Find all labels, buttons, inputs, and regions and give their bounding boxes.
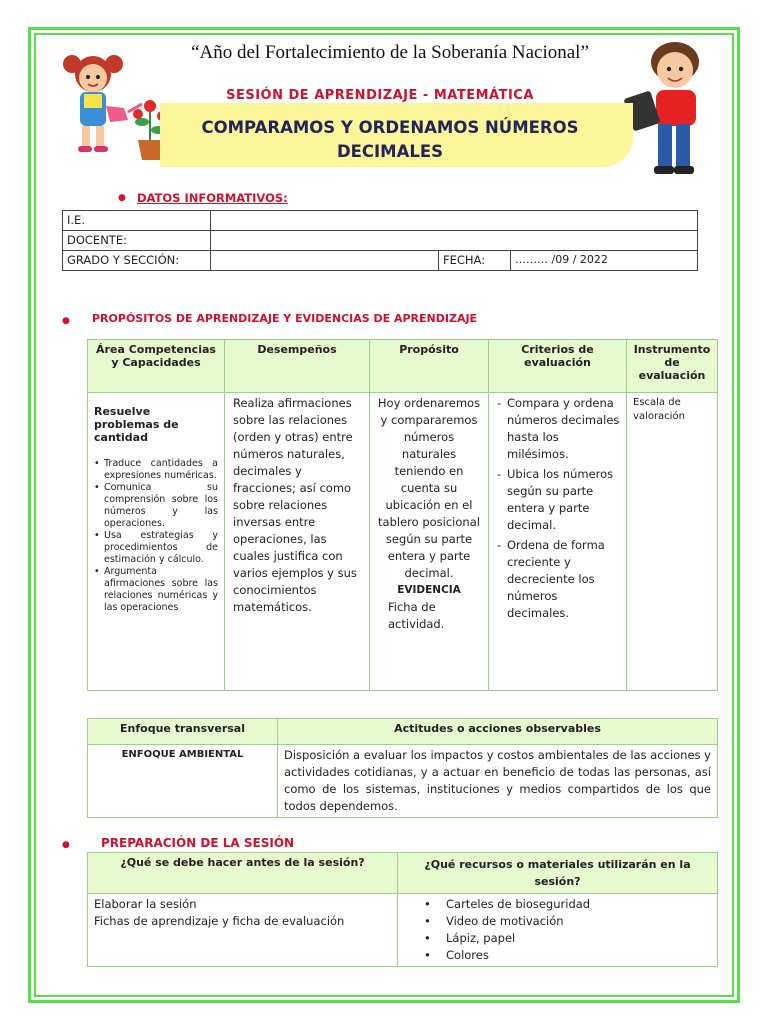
recursos-list (422, 896, 693, 964)
preparacion-heading: PREPARACIÓN DE LA SESIÓN (101, 836, 295, 850)
capacidad-item: • Comunica su comprensión sobre los números y las operaciones. (94, 482, 218, 530)
ie-field[interactable] (211, 211, 698, 231)
session-label: SESIÓN DE APRENDIZAJE - MATEMÁTICA (226, 88, 534, 103)
criterio-item: - Ubica los números según su parte entera y parte decimal. (495, 466, 620, 534)
capacidad-item: • Traduce cantidades a expresiones numéricas. (94, 458, 218, 482)
bullet-icon: ● (62, 840, 70, 850)
header-desempenos: Desempeños (225, 340, 370, 393)
instrumento-cell: Escala de valoración (627, 393, 718, 691)
propositos-heading: PROPÓSITOS DE APRENDIZAJE Y EVIDENCIAS DE APRENDIZAJE (92, 312, 478, 325)
header-antes: ¿Qué se debe hacer antes de la sesión? (88, 853, 398, 894)
recurso-item: • Carteles de bioseguridad (422, 896, 693, 913)
bullet-icon: ● (62, 316, 70, 326)
criterios-list (495, 395, 620, 622)
antes-item: Fichas de aprendizaje y ficha de evaluación (94, 914, 345, 928)
header-area: Área Competencias y Capacidades (88, 340, 225, 393)
criterio-item: - Compara y ordena números decimales hasta los milésimos. (495, 395, 620, 463)
criterio-item: - Ordena de forma creciente y decreciente los números decimales. (495, 537, 620, 622)
recurso-item: • Lápiz, papel (422, 930, 693, 947)
grado-field[interactable] (211, 251, 439, 271)
page-title: COMPARAMOS Y ORDENAMOS NÚMEROS DECIMALES (201, 118, 579, 161)
capacidades-list (94, 458, 218, 614)
proposito-text: Hoy ordenaremos y compararemos números naturales teniendo en cuenta su ubicación en el tablero posicional según su parte entera y parte decimal. (377, 396, 481, 580)
bullet-icon: ● (118, 193, 126, 203)
proposito-cell (370, 393, 489, 691)
competencia-title: Resuelve problemas de cantidad (94, 405, 179, 444)
ie-label: I.E. (63, 211, 211, 231)
year-motto: “Año del Fortalecimiento de la Soberanía Nacional” (191, 42, 589, 63)
actitudes-text: Disposición a evaluar los impactos y costos ambientales de las acciones y actividades cotidianas, y a actuar en beneficio de todas las personas, así como de los sistemas, instituciones y medios compartidos de los que todos dependemos. (278, 745, 718, 818)
antes-cell (88, 894, 398, 967)
criterios-cell (489, 393, 627, 691)
preparacion-table (87, 852, 718, 967)
evidencia-label: EVIDENCIA (397, 584, 461, 596)
enfoque-table (87, 718, 718, 818)
docente-label: DOCENTE: (63, 231, 211, 251)
header-enfoque: Enfoque transversal (88, 719, 278, 745)
datos-table (62, 210, 698, 271)
enfoque-name: ENFOQUE AMBIENTAL (88, 745, 278, 818)
recurso-item: • Video de motivación (422, 913, 693, 930)
antes-item: Elaborar la sesión (94, 897, 197, 911)
header-criterios: Criterios de evaluación (489, 340, 627, 393)
recursos-cell (398, 894, 718, 967)
header-recursos: ¿Qué recursos o materiales utilizarán en la sesión? (398, 853, 718, 894)
fecha-label: FECHA: (439, 251, 511, 271)
competencia-cell (88, 393, 225, 691)
desempeno-cell: Realiza afirmaciones sobre las relaciones (orden y otras) entre números naturales, decimales y fracciones; así como sobre relaciones inversas entre operaciones, las cuales justifica con varios ejemplos y sus conocimientos matemáticos. (225, 393, 370, 691)
recurso-item: • Colores (422, 947, 693, 964)
fecha-field[interactable]: ……… /09 / 2022 (511, 251, 698, 271)
header-proposito: Propósito (370, 340, 489, 393)
evidencia-text: Ficha de actividad. (388, 600, 445, 631)
grado-label: GRADO Y SECCIÓN: (63, 251, 211, 271)
capacidad-item: • Argumenta afirmaciones sobre las relaciones numéricas y las operaciones (94, 566, 218, 614)
datos-heading: DATOS INFORMATIVOS: (137, 191, 288, 205)
propositos-table (87, 339, 718, 691)
header-instrumento: Instrumento de evaluación (627, 340, 718, 393)
header-actitudes: Actitudes o acciones observables (278, 719, 718, 745)
capacidad-item: • Usa estrategias y procedimientos de estimación y cálculo. (94, 530, 218, 566)
docente-field[interactable] (211, 231, 698, 251)
